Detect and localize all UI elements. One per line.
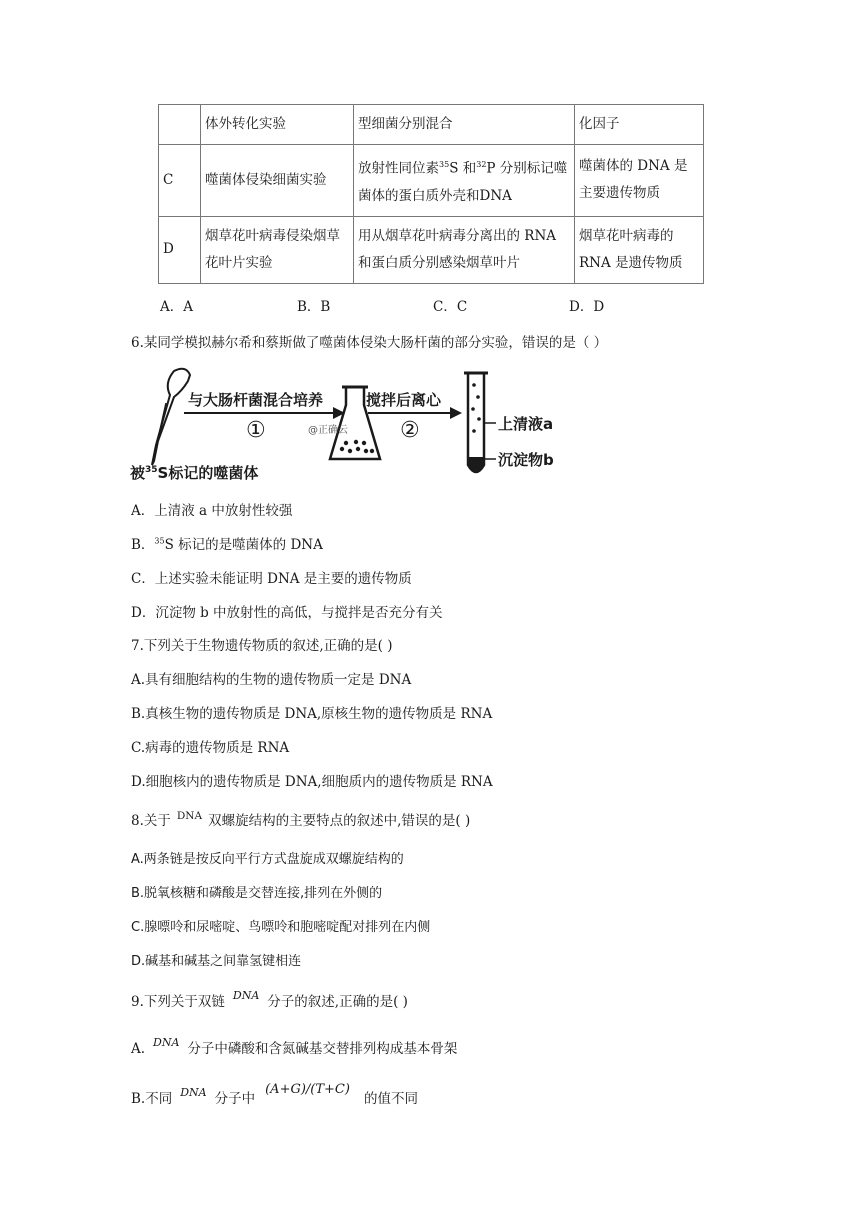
table-row bbox=[159, 105, 704, 145]
step2-label: 搅拌后离心 bbox=[366, 391, 442, 409]
test-tube-icon bbox=[464, 373, 488, 472]
option-d: D．D bbox=[569, 299, 605, 315]
q8-stem: 8.关于 $^{DNA}$ 双螺旋结构的主要特点的叙述中,错误的是( ) bbox=[131, 810, 471, 829]
phage-experiment-figure bbox=[128, 361, 564, 485]
experiment-name: 烟草花叶病毒侵染烟草花叶片实验 bbox=[201, 216, 354, 283]
q7-stem: 7.下列关于生物遗传物质的叙述,正确的是( ) bbox=[131, 638, 393, 654]
q6-option-c: C．上述实验未能证明 DNA 是主要的遗传物质 bbox=[131, 571, 412, 587]
row-label: D bbox=[159, 216, 201, 283]
q9-option-b: B.不同 $^{DNA}$ 分子中(A+G)/(T+C)的值不同 bbox=[131, 1082, 418, 1107]
table-row bbox=[159, 145, 704, 217]
q7-option-a: A.具有细胞结构的生物的遗传物质一定是 DNA bbox=[131, 672, 412, 688]
option-a: A．A bbox=[160, 299, 193, 315]
experiment-method: 用从烟草花叶病毒分离出的 RNA 和蛋白质分别感染烟草叶片 bbox=[354, 216, 575, 283]
experiment-name: 体外转化实验 bbox=[201, 105, 354, 145]
q8-option-d: D.碱基和碱基之间靠氢键相连 bbox=[131, 954, 302, 969]
experiment-conclusion: 烟草花叶病毒的 RNA 是遗传物质 bbox=[575, 216, 704, 283]
step1-label: 与大肠杆菌混合培养 bbox=[188, 391, 324, 409]
step2-number: ② bbox=[400, 418, 420, 443]
experiment-method: 型细菌分别混合 bbox=[354, 105, 575, 145]
q7-option-d: D.细胞核内的遗传物质是 DNA,细胞质内的遗传物质是 RNA bbox=[131, 774, 493, 790]
row-label: C bbox=[159, 145, 201, 217]
step1-number: ① bbox=[246, 418, 266, 443]
experiment-conclusion: 噬菌体的 DNA 是主要遗传物质 bbox=[575, 145, 704, 217]
option-c: C．C bbox=[433, 299, 468, 315]
q9-stem: 9.下列关于双链 $^{DNA}$ 分子的叙述,正确的是( ) bbox=[131, 989, 408, 1010]
q6-option-b: B．$^{35}$S 标记的是噬菌体的 DNA bbox=[131, 536, 323, 553]
q6-stem: 6.某同学模拟赫尔希和蔡斯做了噬菌体侵染大肠杆菌的部分实验，错误的是（ ） bbox=[131, 335, 608, 351]
watermark: @正确云 bbox=[308, 425, 348, 436]
q6-option-d: D．沉淀物 b 中放射性的高低，与搅拌是否充分有关 bbox=[131, 605, 443, 621]
experiment-name: 噬菌体侵染细菌实验 bbox=[201, 145, 354, 217]
q9-option-a: A. $^{DNA}$ 分子中磷酸和含氮碱基交替排列构成基本骨架 bbox=[131, 1036, 458, 1057]
table-row bbox=[159, 216, 704, 283]
experiment-table bbox=[158, 104, 704, 284]
q7-option-c: C.病毒的遗传物质是 RNA bbox=[131, 740, 290, 756]
q7-option-b: B.真核生物的遗传物质是 DNA,原核生物的遗传物质是 RNA bbox=[131, 706, 493, 722]
ratio-formula: (A+G)/(T+C) bbox=[265, 1082, 350, 1097]
q8-option-a: A.两条链是按反向平行方式盘旋成双螺旋结构的 bbox=[131, 852, 404, 867]
row-label bbox=[159, 105, 201, 145]
q8-option-b: B.脱氧核糖和磷酸是交替连接,排列在外侧的 bbox=[131, 886, 383, 901]
pipette-icon bbox=[152, 369, 190, 465]
q8-option-c: C.腺嘌呤和尿嘧啶、鸟嘌呤和胞嘧啶配对排列在内侧 bbox=[131, 920, 431, 935]
experiment-method: 放射性同位素$^{35}$S 和$^{32}$P 分别标记噬菌体的蛋白质外壳和DNA bbox=[354, 145, 575, 217]
phage-caption: 被$^{35}$S标记的噬菌体 bbox=[130, 464, 259, 482]
q6-option-a: A．上清液 a 中放射性较强 bbox=[131, 503, 293, 519]
option-b: B．B bbox=[297, 299, 331, 315]
sediment-label: 沉淀物b bbox=[498, 451, 554, 469]
supernatant-label: 上清液a bbox=[498, 415, 554, 433]
experiment-conclusion: 化因子 bbox=[575, 105, 704, 145]
